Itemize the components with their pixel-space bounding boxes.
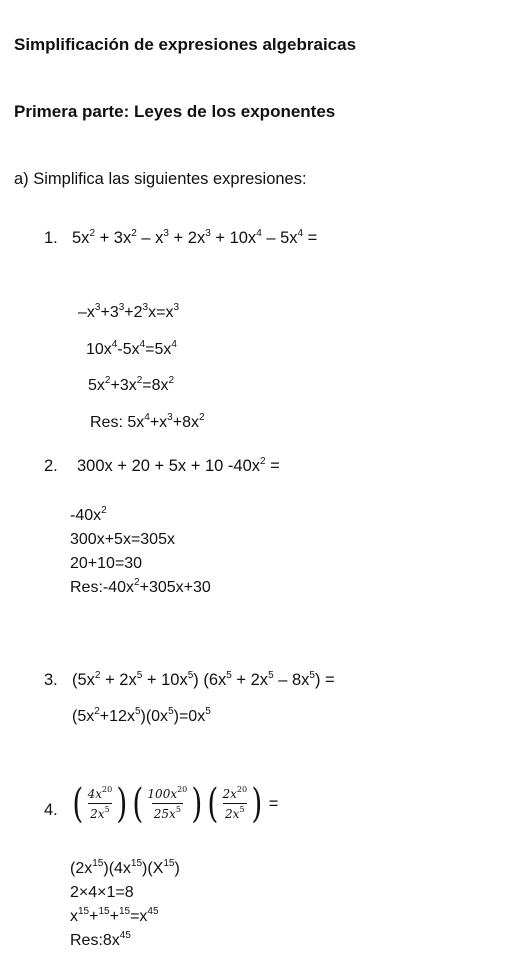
exponent: 3: [118, 302, 125, 313]
fraction: $\frac{100x^{20}}{25x^5}$: [147, 785, 188, 821]
problem-1-expression: $5x^2 + 3x^2 - x^3 + 2x^3 + 10x^4 - 5x^4$ =: [72, 228, 318, 247]
exponent: 15: [92, 858, 104, 869]
problem-1-work-line: $-x^3+3^3+2^3x=x^3$: [78, 302, 179, 321]
exponent: 5: [309, 670, 315, 681]
problem-1-number: 1.: [44, 229, 58, 247]
fraction: $\frac{2x^{20}}{2x^5}$: [222, 785, 248, 821]
exponent: 2: [134, 577, 140, 588]
exponent: 2: [136, 375, 143, 386]
problem-3-result: $(5x^2+12x^5)(0x^5)=0x^5$: [72, 706, 211, 725]
problem-2-work-line: $-40x^2$: [70, 505, 107, 524]
exponent: 4: [111, 339, 118, 350]
exponent: 5: [187, 670, 194, 681]
problem-2-result: $Res:-40x^2+305x+30$: [70, 577, 211, 596]
exponent: 2: [260, 456, 266, 467]
exponent: 45: [147, 906, 159, 917]
exponent: 3: [163, 228, 169, 239]
exponent: 2: [89, 228, 95, 239]
problem-2-expression: 300x + 20 + 5x + 10 $-40x^2$ =: [77, 456, 280, 475]
exponent: 5: [168, 706, 174, 717]
exponent: 2: [104, 375, 111, 386]
problem-2-number: 2.: [44, 457, 58, 475]
exponent: 2: [94, 706, 100, 717]
exponent: 5: [134, 706, 141, 717]
exponent: 5: [136, 670, 143, 681]
exponent: 3: [205, 228, 211, 239]
problem-4-expression: ( $\frac{4x^{20}}{2x^5}$ ) ( $\frac{100x^{20}}{25x^5}$ ) ( $\frac{2x^{20}}{2x^5}$ ) =: [72, 781, 279, 827]
problem-4-number: 4.: [44, 801, 58, 819]
exponent: 2: [131, 228, 137, 239]
exponent: 15: [163, 858, 175, 869]
exponent: 4: [171, 339, 177, 350]
exponent: 15: [78, 906, 90, 917]
problem-4-work-line: $x^{15}+^{15}+^{15}=x^{45}$: [70, 906, 159, 925]
problem-1-result: Res: $5x^4+x^3+8x^2$: [90, 412, 205, 431]
exponent: 3: [173, 302, 179, 313]
problem-2-work-line: 20+10=30: [70, 555, 143, 572]
exponent: 2: [94, 670, 101, 681]
section-heading: Primera parte: Leyes de los exponentes: [14, 102, 336, 121]
problem-1-work-line: $10x^4-5x^4=5x^4$: [86, 339, 177, 358]
problem-4-work-line: 2×4×1=8: [70, 884, 134, 901]
problem-3-expression: $(5x^2 + 2x^5 + 10x^5) (6x^5 + 2x^5 - 8x^5)$ =: [72, 670, 335, 689]
exponent: 2: [168, 375, 175, 386]
problem-4-work-line: $(2x^{15})(4x^{15})(X^{15})$: [70, 858, 180, 877]
problem-4-result: $Res:8x^{45}$: [70, 930, 131, 949]
exponent: 4: [256, 228, 262, 239]
exponent: 45: [119, 930, 131, 941]
exponent: 2: [101, 505, 107, 516]
exponent: 15: [98, 906, 110, 917]
exponent: 2: [198, 412, 205, 423]
exponent: 4: [297, 228, 304, 239]
exponent: 15: [130, 858, 143, 869]
exponent: 5: [268, 670, 274, 681]
exponent: 3: [94, 302, 101, 313]
exponent: 3: [167, 412, 173, 423]
exponent: 3: [142, 302, 149, 313]
exponent: 4: [139, 339, 146, 350]
problem-3-number: 3.: [44, 671, 58, 689]
problem-1-work-line: $5x^2+3x^2=8x^2$: [88, 375, 175, 394]
document-title: Simplificación de expresiones algebraicas: [14, 35, 357, 54]
problem-2-work-line: 300x+5x=305x: [70, 531, 175, 548]
fraction: $\frac{4x^{20}}{2x^5}$: [87, 785, 113, 821]
exponent: 5: [226, 670, 232, 681]
instruction-text: a) Simplifica las siguientes expresiones:: [14, 170, 307, 188]
exponent: 15: [118, 906, 131, 917]
exponent: 5: [205, 706, 211, 717]
exponent: 4: [144, 412, 150, 423]
equals-sign: =: [268, 794, 279, 813]
